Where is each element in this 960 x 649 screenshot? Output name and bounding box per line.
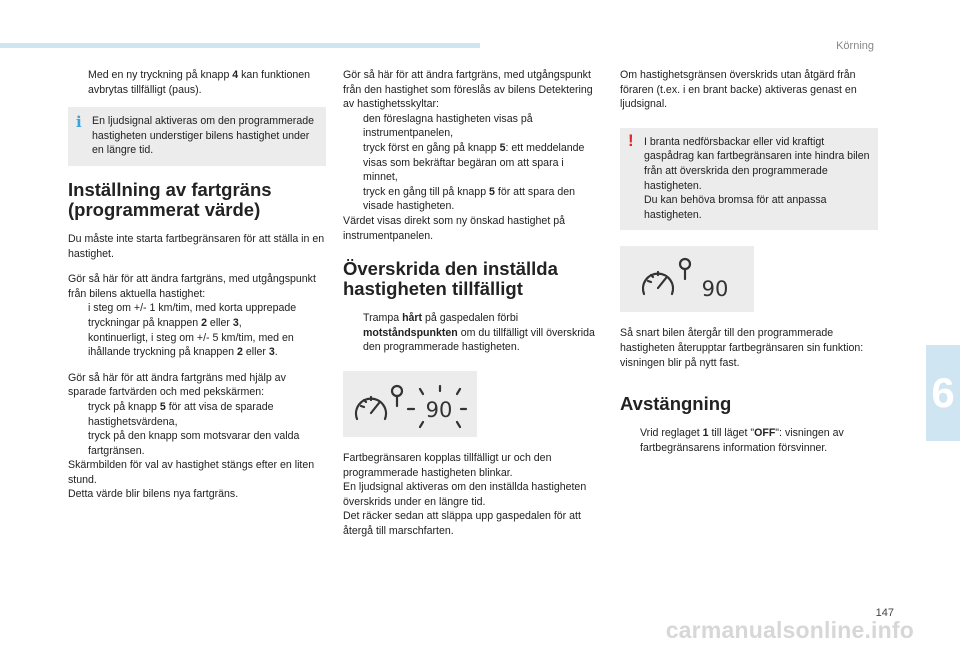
paragraph: Du måste inte starta fartbegränsaren för att ställa in en hastighet. [68,232,325,260]
chapter-tab [926,345,960,441]
paragraph: Fartbegränsaren kopplas tillfälligt ur och den programmerade hastigheten blinkar. [343,451,552,479]
speedometer-flashing-icon [350,379,470,429]
column-right [620,68,878,455]
warning-text: I branta nedförsbackar eller vid kraftigt gaspådrag kan fartbegränsaren inte hindra bilen från att överskrida den programmerade hastigheten. [644,135,870,192]
speed-limiter-display [620,246,754,312]
bullet-item: kontinuerligt, i steg om +/- 5 km/tim, med en ihållande tryckning på knappen 2 eller 3. [88,331,294,359]
display-speed-value: 90 [701,277,729,302]
header-accent-bar [0,43,480,48]
info-text: En ljudsignal aktiveras om den programmerade hastigheten understiger bilens hastighet under en längre tid. [92,115,314,157]
bullet-item: tryck först en gång på knapp 5: ett meddelande visas som bekräftar begäran om att spara i minnet, [363,141,585,184]
speed-limiter-display-flashing [343,371,477,437]
column-middle [343,68,601,538]
paragraph: Värdet visas direkt som ny önskad hastighet på instrumentpanelen. [343,214,565,242]
bullet-item: den föreslagna hastigheten visas på instrumentpanelen, [363,112,533,140]
info-box [68,107,326,166]
heading-switch-off: Avstängning [620,393,732,415]
column-left [68,68,326,502]
bullet-item: Trampa hårt på gaspedalen förbi motståndspunkten om du tillfälligt vill överskrida den programmerade hastigheten. [363,312,595,354]
watermark-text: carmanualsonline.info [665,617,914,643]
paragraph: Om hastighetsgränsen överskrids utan åtgärd från föraren (t.ex. i en brant backe) aktiveras genast en ljudsignal. [620,69,857,111]
bullet-item: tryck på den knapp som motsvarar den valda fartgränsen. [88,430,300,457]
warning-box [620,128,878,231]
bullet-item: Vrid reglaget 1 till läget "OFF": visningen av fartbegränsarens information försvinner. [640,427,844,454]
paragraph: Gör så här för att ändra fartgräns, med utgångspunkt från den hastighet som föreslås av bilens Detektering av hastighetsskyltar: [343,69,593,111]
bullet-item: i steg om +/- 1 km/tim, med korta upprepade tryckningar på knappen 2 eller 3, [88,302,297,329]
bullet-item: tryck på knapp 5 för att visa de sparade hastighetsvärdena, [88,400,274,428]
warning-text: Du kan behöva bromsa för att anpassa hastigheten. [644,194,827,221]
bullet-item: tryck en gång till på knapp 5 för att spara den visade hastigheten. [363,185,576,213]
info-icon: i [76,113,82,132]
paragraph: Det räcker sedan att släppa upp gaspedalen för att återgå till marschfarten. [343,510,581,537]
display-speed-value: 90 [425,397,453,422]
section-title: Körning [836,40,874,52]
paragraph: Skärmbilden för val av hastighet stängs efter en liten stund. [68,459,315,486]
paragraph: Detta värde blir bilens nya fartgräns. [68,488,239,501]
warning-icon: ! [628,130,634,150]
paragraph: Så snart bilen återgår till den programmerade hastigheten återupptar fartbegränsaren sin funktion: visningen blir på nytt fast. [620,327,864,369]
speedometer-icon [627,254,747,304]
paragraph: En ljudsignal aktiveras om den inställda hastigheten överskrids under en längre tid. [343,481,587,508]
paragraph: Gör så här för att ändra fartgräns med hjälp av sparade fartvärden och med pekskärmen: [68,371,286,399]
paragraph: Gör så här för att ändra fartgräns, med utgångspunkt från bilens aktuella hastighet: [68,273,316,300]
bullet-item: Med en ny tryckning på knapp 4 kan funktionen avbrytas tillfälligt (paus). [88,69,311,96]
heading-set-limit: Inställning av fartgräns (programmerat värde) [68,178,272,220]
chapter-number: 6 [931,369,955,416]
page-number: 147 [875,607,894,619]
heading-exceed-limit: Överskrida den inställda hastigheten tillfälligt [343,258,558,300]
